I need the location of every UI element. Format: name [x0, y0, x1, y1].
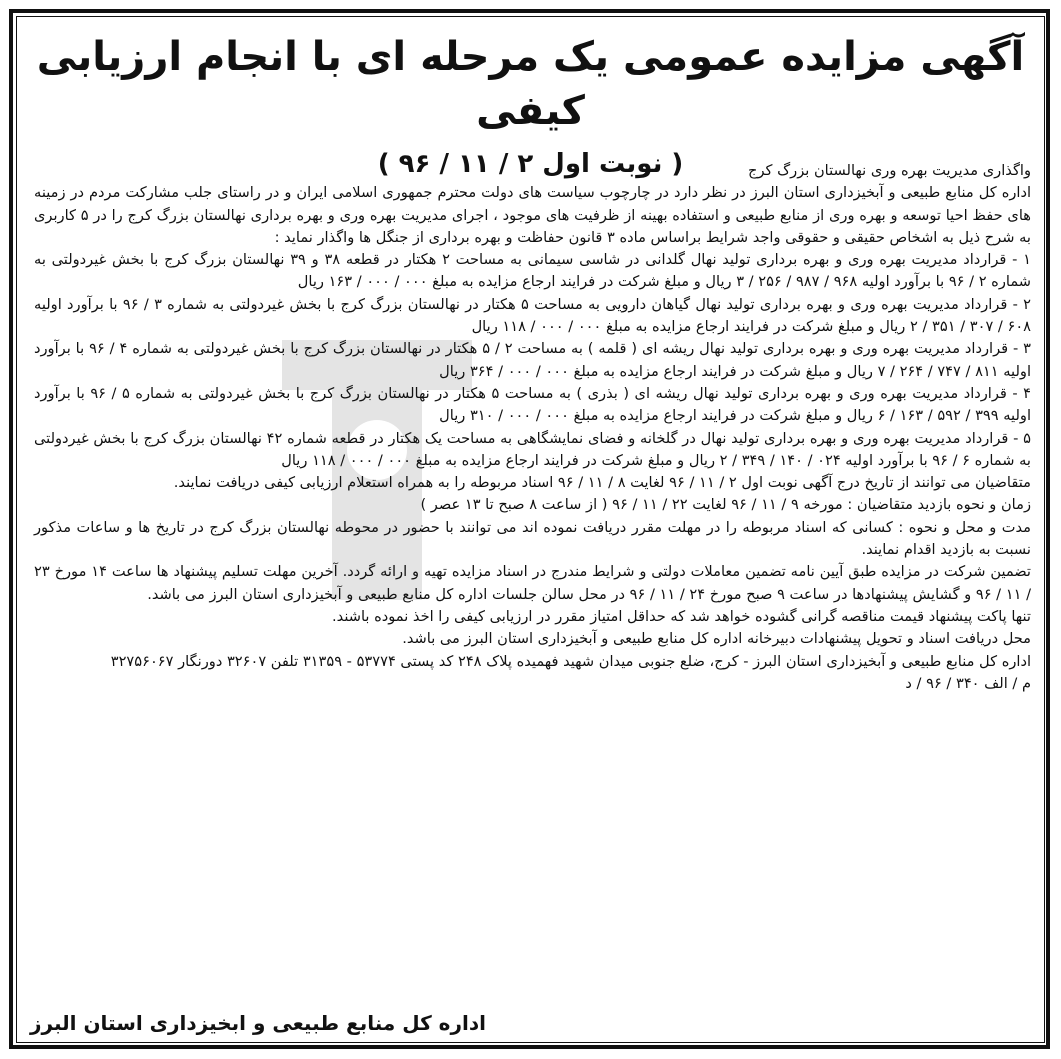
- paragraph: تضمین شرکت در مزایده طبق آیین نامه تضمین معاملات دولتی و شرایط مندرج در اسناد مزایده تهیه و ارائه گردد. آخرین مهلت تسلیم پیشنهاد ها ساعت ۱۴ مورخ ۲۳ / ۱۱ / ۹۶ و گشایش پیشنهادها در ساعت ۹ صبح مورخ ۲۴ / ۱۱ / ۹۶ در محل سالن جلسات اداره کل منابع طبیعی و آبخیزداری استان البرز می باشد.: [34, 563, 1031, 603]
- paragraph: ۲ - قرارداد مدیریت بهره وری و بهره برداری تولید نهال گیاهان دارویی به مساحت ۵ هکتار در نهالستان بزرگ کرج با بخش غیردولتی به شماره ۳ / ۹۶ با برآورد اولیه ۶۰۸ / ۳۰۷ / ۳۵۱ / ۲ ریال و مبلغ شرکت در فرایند ارجاع مزایده به مبلغ ۰۰۰ / ۰۰۰ / ۱۱۸ ریال: [34, 295, 1032, 336]
- paragraph: واگذاری مدیریت بهره وری نهالستان بزرگ کرج: [748, 162, 1031, 179]
- paragraph: محل دریافت اسناد و تحویل پیشنهادات دبیرخانه اداره کل منابع طبیعی و آبخیزداری استان البرز می باشد.: [402, 630, 1031, 648]
- page-title: آگهی مزایده عمومی یک مرحله ای با انجام ارزیابی کیفی: [36, 34, 1025, 134]
- paragraph: ۵ - قرارداد مدیریت بهره وری و بهره برداری تولید نهال در گلخانه و فضای نمایشگاهی به مساحت یک هکتار در قطعه شماره ۴۲ نهالستان بزرگ کرج با بخش غیردولتی به شماره ۶ / ۹۶ با برآورد اولیه ۰۲۴ / ۱۴۰ / ۳۴۹ / ۲ ریال و مبلغ شرکت در فرایند ارجاع مزایده به مبلغ ۰۰۰ / ۰۰۰ / ۱۱۸ ریال: [34, 429, 1031, 469]
- paragraph: ۴ - قرارداد مدیریت بهره وری و بهره برداری تولید نهال ریشه ای ( بذری ) به مساحت ۵ هکتار در نهالستان بزرگ کرج با بخش غیردولتی به شماره ۵ / ۹۶ با برآورد اولیه ۳۹۹ / ۵۹۲ / ۱۶۳ / ۶ ریال و مبلغ شرکت در فرایند ارجاع مزایده به مبلغ ۰۰۰ / ۰۰۰ / ۳۱۰ ریال: [34, 384, 1032, 425]
- paragraph: تنها پاکت پیشنهاد قیمت مناقصه گرانی گشوده خواهد شد که حداقل امتیاز مقرر در ارزیابی کیفی را اخذ نموده باشند.: [332, 607, 1031, 625]
- paragraph: متقاضیان می توانند از تاریخ درج آگهی نوبت اول ۲ / ۱۱ / ۹۶ لغایت ۸ / ۱۱ / ۹۶ اسناد مربوطه را به همراه استعلام ارزیابی کیفی دریافت نمایند.: [173, 474, 1031, 492]
- paragraph: زمان و نحوه بازدید متقاضیان : مورخه ۹ / ۱۱ / ۹۶ لغایت ۲۲ / ۱۱ / ۹۶ ( از ساعت ۸ صبح تا ۱۳ عصر ): [420, 496, 1031, 514]
- signature-block: [30, 1011, 1023, 1035]
- page-subtitle: ( نوبت اول ۲ / ۱۱ / ۹۶ ): [377, 149, 684, 179]
- paragraph: م / الف ۳۴۰ / ۹۶ / د: [905, 674, 1031, 692]
- paragraph: ۱ - قرارداد مدیریت بهره وری و بهره برداری تولید نهال گلدانی در شاسی سیمانی به مساحت ۲ هکتار در قطعه ۳۸ و ۳۹ نهالستان بزرگ کرج با بخش غیردولتی به شماره ۲ / ۹۶ با برآورد اولیه ۹۶۸ / ۹۸۷ / ۲۵۶ / ۳ ریال و مبلغ شرکت در فرایند ارجاع مزایده به مبلغ ۰۰۰ / ۰۰۰ / ۱۶۳ ریال: [34, 251, 1031, 291]
- announcement-body: [34, 160, 1031, 695]
- paragraph: اداره کل منابع طبیعی و آبخیزداری استان البرز در نظر دارد در چارچوب سیاست های دولت محترم جمهوری اسلامی ایران و در راستای جلب مشارکت مردم در زمینه های حفظ احیا توسعه و بهره وری از منابع طبیعی و استفاده بهینه از ظرفیت های موجود ، اجرای مدیریت بهره وری و بهره برداری نهالستان بزرگ کرج را در ۵ کاربری به شرح ذیل به اشخاص حقیقی و حقوقی واجد شرایط براساس ماده ۳ قانون حفاظت و بهره برداری از جنگل ها واگذار نماید :: [34, 184, 1031, 246]
- paragraph: ۳ - قرارداد مدیریت بهره وری و بهره برداری تولید نهال ریشه ای ( قلمه ) به مساحت ۲ / ۵ هکتار در نهالستان بزرگ کرج با بخش غیردولتی به شماره ۴ / ۹۶ با برآورد اولیه ۸۱۱ / ۷۴۷ / ۲۶۴ / ۷ ریال و مبلغ شرکت در فرایند ارجاع مزایده به مبلغ ۰۰۰ / ۰۰۰ / ۳۶۴ ریال: [34, 340, 1032, 380]
- paragraph: اداره کل منابع طبیعی و آبخیزداری استان البرز - کرج، ضلع جنوبی میدان شهید فهمیده پلاک ۲۴۸ کد پستی ۵۳۷۷۴ - ۳۱۳۵۹ تلفن ۳۲۶۰۷ دورنگار ۳۲۷۵۶۰۶۷: [110, 652, 1031, 670]
- paragraph: مدت و محل و نحوه : کسانی که اسناد مربوطه را در مهلت مقرر دریافت نموده اند می توانند با حضور در محوطه نهالستان بزرگ کرج در تاریخ ها و ساعات مذکور نسبت به بازدید اقدام نمایند.: [34, 518, 1031, 559]
- signature: اداره کل منابع طبیعی و ابخیزداری استان البرز: [30, 1011, 486, 1035]
